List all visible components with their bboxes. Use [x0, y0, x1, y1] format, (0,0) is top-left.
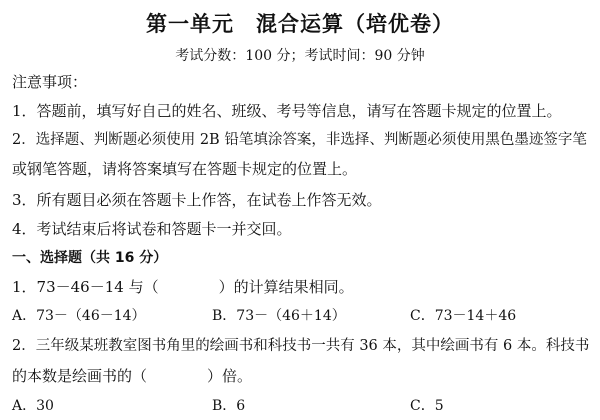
exam-info: 考试分数：100 分；考试时间：90 分钟 [175, 48, 425, 64]
notice-item-4: 4．考试结束后将试卷和答题卡一并交回。 [12, 220, 292, 238]
section-heading-choice: 一、选择题（共 16 分） [12, 250, 168, 266]
question-2-option-c[interactable]: C．5 [410, 398, 444, 414]
page-title: 第一单元 混合运算（培优卷） [146, 12, 454, 36]
question-2-stem-line-2: 的本数是绘画书的（ ）倍。 [12, 367, 253, 385]
question-2-stem-line-1: 2．三年级某班教室图书角里的绘画书和科技书一共有 36 本，其中绘画书有 6 本。科技书 [12, 338, 590, 354]
notice-heading: 注意事项： [12, 73, 88, 91]
notice-item-2-continued: 或钢笔答题，请将答案填写在答题卡规定的位置上。 [12, 160, 358, 178]
question-2-option-a[interactable]: A．30 [12, 398, 54, 414]
notice-item-1: 1．答题前，填写好自己的姓名、班级、考号等信息，请写在答题卡规定的位置上。 [12, 102, 562, 120]
question-1-option-a[interactable]: A．73－（46－14） [12, 308, 146, 324]
question-1-option-c[interactable]: C．73－14＋46 [410, 308, 517, 324]
notice-item-3: 3．所有题目必须在答题卡上作答，在试卷上作答无效。 [12, 191, 382, 209]
question-1-stem: 1．73－46－14 与（ ）的计算结果相同。 [12, 278, 354, 296]
question-2-option-b[interactable]: B．6 [212, 398, 246, 414]
question-1-option-b[interactable]: B．73－（46＋14） [212, 308, 346, 324]
notice-item-2: 2．选择题、判断题必须使用 2B 铅笔填涂答案，非选择、判断题必须使用黑色墨迹签字笔 [12, 132, 587, 148]
